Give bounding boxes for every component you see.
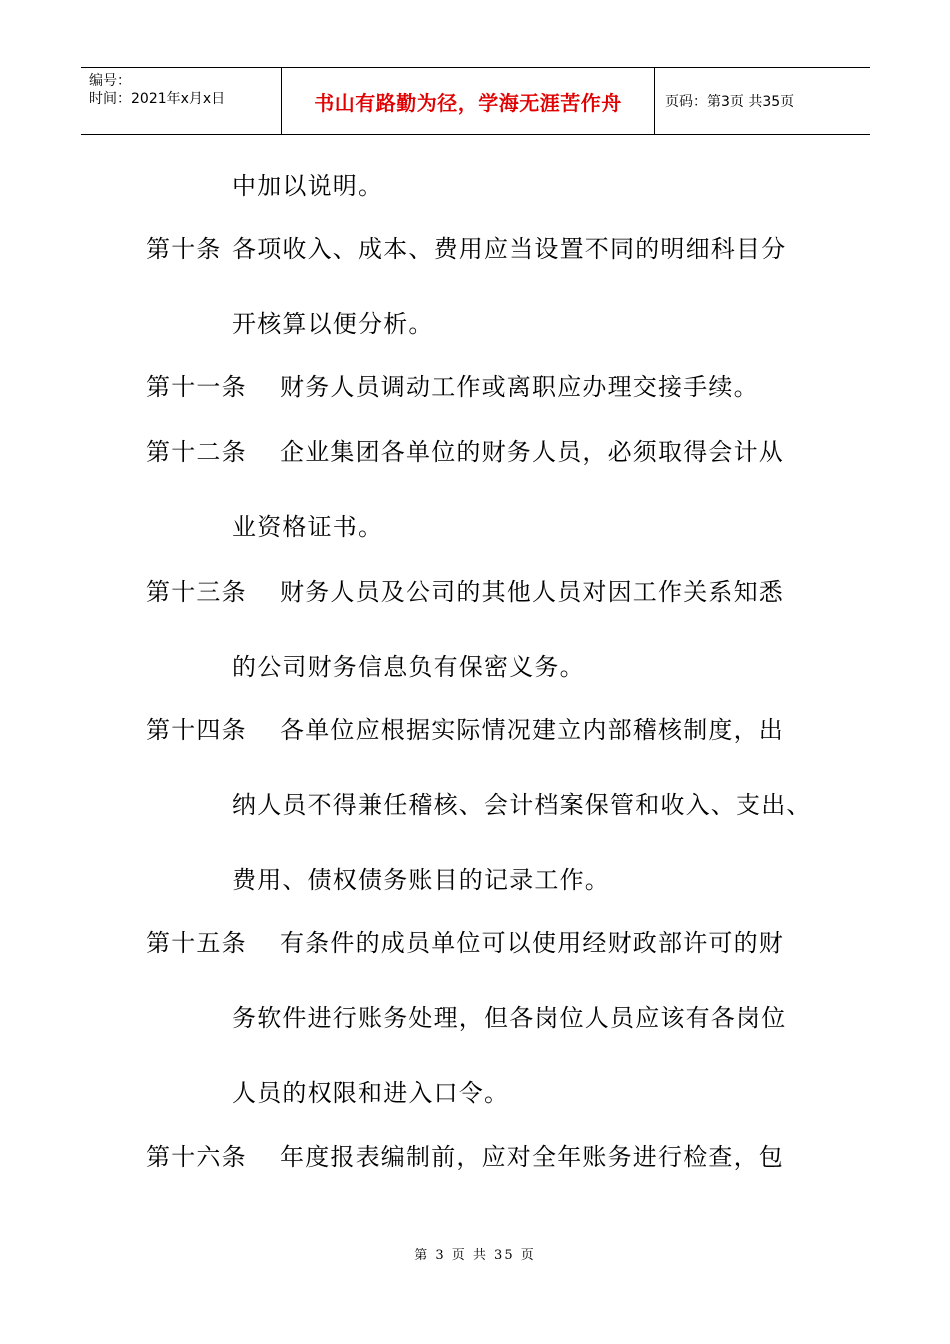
article-text: 各单位应根据实际情况建立内部稽核制度，出 — [280, 716, 784, 744]
article-line — [146, 715, 784, 745]
article-text: 财务人员调动工作或离职应办理交接手续。 — [280, 373, 759, 401]
article-line — [146, 928, 784, 958]
article-label: 第十一条 — [146, 373, 247, 401]
header-motto: 书山有路勤为径，学海无涯苦作舟 — [282, 68, 655, 134]
header-meta — [81, 68, 282, 134]
article-label: 第十二条 — [146, 438, 247, 466]
text-line: 人员的权限和进入口令。 — [232, 1079, 510, 1107]
text-line: 开核算以便分析。 — [232, 310, 434, 338]
text-line: 纳人员不得兼任稽核、会计档案保管和收入、支出、 — [232, 791, 812, 819]
article-text: 年度报表编制前，应对全年账务进行检查，包 — [280, 1143, 784, 1171]
page-footer: 第 3 页 共 35 页 — [414, 1248, 536, 1263]
text-line: 的公司财务信息负有保密义务。 — [232, 653, 585, 681]
article-text: 企业集团各单位的财务人员，必须取得会计从 — [280, 438, 784, 466]
article-label: 第十五条 — [146, 929, 247, 957]
article-text: 财务人员及公司的其他人员对因工作关系知悉 — [280, 578, 784, 606]
article-line — [146, 372, 759, 402]
article-line — [146, 234, 786, 264]
article-text: 各项收入、成本、费用应当设置不同的明细科目分 — [232, 235, 787, 263]
article-label: 第十条 — [146, 235, 222, 263]
article-label: 第十六条 — [146, 1143, 247, 1171]
article-label: 第十四条 — [146, 716, 247, 744]
article-line — [146, 437, 784, 467]
article-text: 有条件的成员单位可以使用经财政部许可的财 — [280, 929, 784, 957]
page-header — [81, 67, 870, 135]
text-line: 务软件进行账务处理，但各岗位人员应该有各岗位 — [232, 1004, 787, 1032]
header-page-number: 页码：第3页 共35页 — [665, 94, 795, 110]
text-line: 中加以说明。 — [232, 172, 384, 200]
text-line: 费用、债权债务账目的记录工作。 — [232, 866, 610, 894]
article-line — [146, 577, 784, 607]
document-number-label: 编号： — [89, 73, 131, 89]
text-line: 业资格证书。 — [232, 513, 384, 541]
article-line — [146, 1142, 784, 1172]
document-time-label: 时间：2021年x月x日 — [89, 91, 226, 107]
article-label: 第十三条 — [146, 578, 247, 606]
